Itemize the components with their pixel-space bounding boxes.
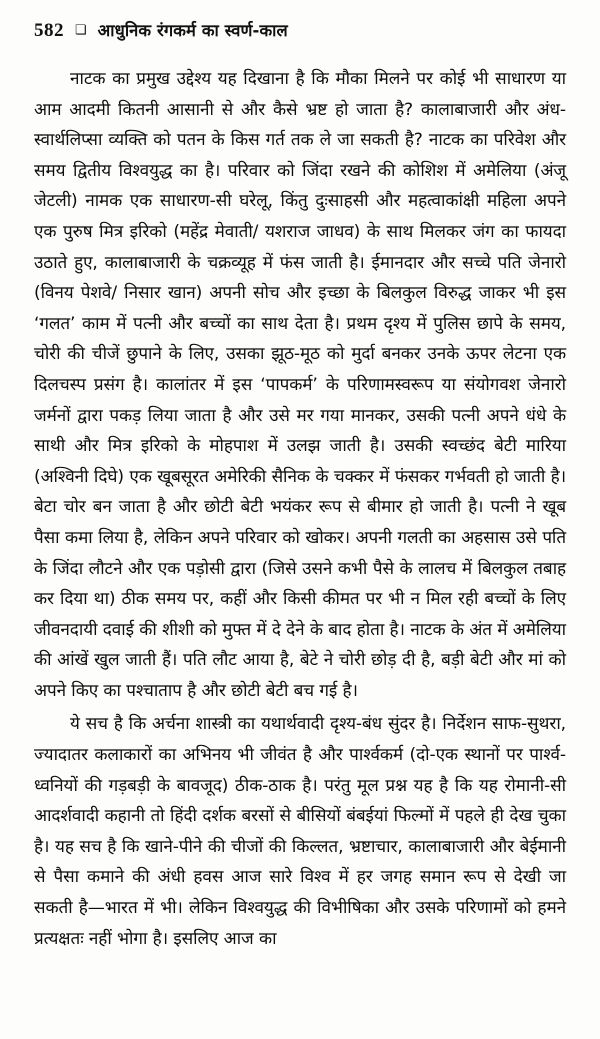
paragraph: ये सच है कि अर्चना शास्त्री का यथार्थवादी दृश्य-बंध सुंदर है। निर्देशन साफ-सुथरा, ज्यादातर कलाकारों का अभिनय भी जीवंत है और पार्श्वकर्म (दो-एक स्थानों पर पार्श्व-ध्वनियों की गड़बड़ी के बावजूद) ठीक-ठाक है। परंतु मूल प्रश्न यह है कि यह रोमानी-सी आदर्शवादी कहानी तो हिंदी दर्शक बरसों से बीसियों बंबईयां फिल्मों में पहले ही देख चुका है। यह सच है कि खाने-पीने की चीजों की किल्लत, भ्रष्टाचार, कालाबाजारी और बेईमानी से पैसा कमाने की अंधी हवस आज सारे विश्व में हर जगह समान रूप से देखी जा सकती है—भारत में भी। लेकिन विश्वयुद्ध की विभीषिका और उसके परिणामों को हमने प्रत्यक्षतः नहीं भोगा है। इसलिए आज का bbox=[34, 714, 566, 949]
page-header bbox=[34, 18, 566, 42]
body-text bbox=[34, 64, 566, 954]
paragraph: नाटक का प्रमुख उद्देश्य यह दिखाना है कि मौका मिलने पर कोई भी साधारण या आम आदमी कितनी आसानी से और कैसे भ्रष्ट हो जाता है? कालाबाजारी और अंध-स्वार्थलिप्सा व्यक्ति को पतन के किस गर्त तक ले जा सकती है? नाटक का परिवेश और समय द्वितीय विश्वयुद्ध का है। परिवार को जिंदा रखने की कोशिश में अमेलिया (अंजू जेटली) नामक एक साधारण-सी घरेलू, किंतु दुःसाहसी और महत्वाकांक्षी महिला अपने एक पुरुष मित्र इरिको (महेंद्र मेवाती/ यशराज जाधव) के साथ मिलकर जंग का फायदा उठाते हुए, कालाबाजारी के चक्रव्यूह में फंस जाती है। ईमानदार और सच्चे पति जेनारो (विनय पेशवे/ निसार खान) अपनी सोच और इच्छा के बिलकुल विरुद्ध जाकर भी इस ‘गलत’ काम में पत्नी और बच्चों का साथ देता है। प्रथम दृश्य में पुलिस छापे के समय, चोरी की चीजें छुपाने के लिए, उसका झूठ-मूठ को मुर्दा बनकर उनके ऊपर लेटना एक दिलचस्प प्रसंग है। कालांतर में इस ‘पापकर्म’ के परिणामस्वरूप या संयोगवश जेनारो जर्मनों द्वारा पकड़ लिया जाता है और उसे मर गया मानकर, उसकी पत्नी अपने धंधे के साथी और मित्र इरिको के मोहपाश में उलझ जाती है। उसकी स्वच्छंद बेटी मारिया (अश्विनी दिघे) एक खूबसूरत अमेरिकी सैनिक के चक्कर में फंसकर गर्भवती हो जाती है। बेटा चोर बन जाता है और छोटी बेटी भयंकर रूप से बीमार हो जाती है। पत्नी ने खूब पैसा कमा लिया है, लेकिन अपने परिवार को खोकर। अपनी गलती का अहसास उसे पति के जिंदा लौटने और एक पड़ोसी द्वारा (जिसे उसने कभी पैसे के लालच में बिलकुल तबाह कर दिया था) ठीक समय पर, कहीं और किसी कीमत पर भी न मिल रही बच्चों के लिए जीवनदायी दवाई की शीशी को मुफ्त में दे देने के बाद होता है। नाटक के अंत में अमेलिया की आंखें खुल जाती हैं। पति लौट आया है, बेटे ने चोरी छोड़ दी है, बड़ी बेटी और मां को अपने किए का पश्चाताप है और छोटी बेटी बच गई है। bbox=[34, 69, 566, 701]
running-title: आधुनिक रंगकर्म का स्वर्ण-काल bbox=[97, 21, 288, 40]
square-ornament-icon: ❏ bbox=[75, 22, 87, 37]
page-number: 582 bbox=[34, 20, 64, 41]
